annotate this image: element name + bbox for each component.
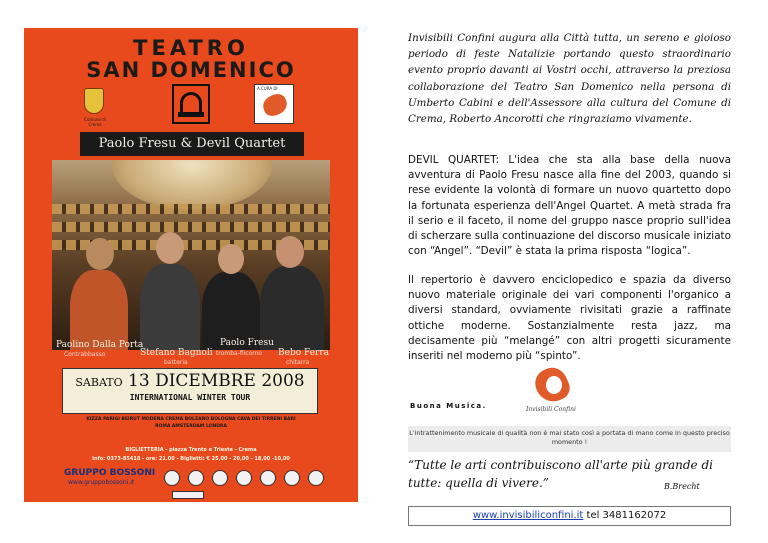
devil-quartet-paragraph: DEVIL QUARTET: L'idea che sta alla base della nuova avventura di Paolo Fresu nasce alla fine del 2003, quando si rese evidente la volontà di formare un nuovo quartetto dopo la fortunata esperienza dell'Angel Quartet. A metà strada fra il serio e il faceto, il nome del gruppo nasce proprio sull'idea di scherzare sulla continuazione del discorso musicale iniziato con “Angel”. “Devil” è stata la prima risposta “logica”. xyxy=(408,154,731,258)
concert-poster xyxy=(24,28,358,502)
city-crest-icon xyxy=(84,88,104,114)
car-brand-logo-icon xyxy=(284,470,300,486)
musician-name: Paolino Dalla Porta xyxy=(56,340,144,350)
tour-cities-2: ROMA AMSTERDAM LONDRA xyxy=(155,424,227,429)
sponsor-name: GRUPPO BOSSONI xyxy=(64,468,156,478)
closing-greeting: Buona Musica. xyxy=(410,402,487,410)
musician-role: chitarra xyxy=(286,359,310,366)
phone-number: tel 3481162072 xyxy=(586,510,667,521)
repertoire-paragraph: Il repertorio è davvero enciclopedico e spazia da diverso nuovo materiale originale dei vari componenti l'organico a diversi standard, ovviamente rivisitati grazie a raffinate ottiche moderne. Sostanzialmente resta jazz, ma decisamente più “melangé” con altri progetti sicuramente inseriti nel moderno più “spinto”. xyxy=(408,274,731,363)
theatre-logo-icon xyxy=(172,84,210,124)
car-brand-logo-icon xyxy=(164,470,180,486)
website-link[interactable]: www.invisibiliconfini.it xyxy=(472,510,584,521)
car-brand-logo-icon xyxy=(260,470,276,486)
contact-footer xyxy=(408,506,731,526)
poster-title: TEATRO xyxy=(133,36,249,60)
date-value: 13 DICEMBRE 2008 xyxy=(128,371,305,391)
date-box xyxy=(62,368,318,414)
organizer-logo xyxy=(254,84,294,124)
date-prefix: SABATO xyxy=(75,376,123,389)
car-brand-logo-icon xyxy=(236,470,252,486)
band-photo xyxy=(52,160,330,350)
musician-role: batteria xyxy=(164,359,188,366)
car-brand-logo-icon xyxy=(212,470,228,486)
quote-author: B.Brecht xyxy=(664,482,700,491)
cura-label: A CURA DI xyxy=(257,86,278,91)
crest-label: Comune di Crema xyxy=(84,117,106,127)
logo-name: Invisibili Confini xyxy=(526,406,576,413)
tour-cities: KIZZA PARIGI BEIRUT MODENA CREMA BOLZANO BOLOGNA CAVA DEI TIRRENI BARI xyxy=(86,417,296,422)
intro-paragraph: Invisibili Confini augura alla Città tutta, un sereno e gioioso periodo di feste Natalizie portando questo straordinario evento proprio davanti ai Vostri occhi, attraverso la preziosa collaborazione del Teatro San Domenico nella persona di Umberto Cabini e dell'Assessore alla cultura del Comune di Crema, Roberto Ancorotti che ringraziamo vivamente. xyxy=(408,32,731,126)
musician-name: Bebo Ferra xyxy=(278,348,330,358)
sponsor-url: www.gruppobossoni.it xyxy=(68,479,135,486)
quote: “Tutte le arti contribuiscono all'arte più grande di tutte: quella di vivere.” xyxy=(408,458,713,490)
musician-role: tromba-flicorno xyxy=(216,350,263,357)
box-office: BIGLIETTERIA - piazza Trento e Trieste - Crema xyxy=(125,447,257,453)
musician-name: Stefano Bagnoli xyxy=(140,348,213,358)
ticket-info: Info: 0373-85418 - ore: 21.00 - Biglietti: € 25,00 - 20,00 - 18,00 -10,00 xyxy=(92,456,290,462)
notice-box: L'intrattenimento musicale di qualità non è mai stato così a portata di mano come in questo preciso momento ! xyxy=(408,426,731,452)
musician-role: Contrabbasso xyxy=(64,351,106,358)
sponsor-small-logo-icon xyxy=(172,491,204,499)
poster-subtitle: SAN DOMENICO xyxy=(86,58,296,82)
band-banner: Paolo Fresu & Devil Quartet xyxy=(80,132,304,156)
car-brand-logo-icon xyxy=(308,470,324,486)
invisibili-confini-logo-icon xyxy=(522,368,592,416)
musician-name: Paolo Fresu xyxy=(220,338,274,348)
car-brand-logo-icon xyxy=(188,470,204,486)
tour-name: INTERNATIONAL WINTER TOUR xyxy=(129,393,251,402)
event-date xyxy=(63,371,317,391)
